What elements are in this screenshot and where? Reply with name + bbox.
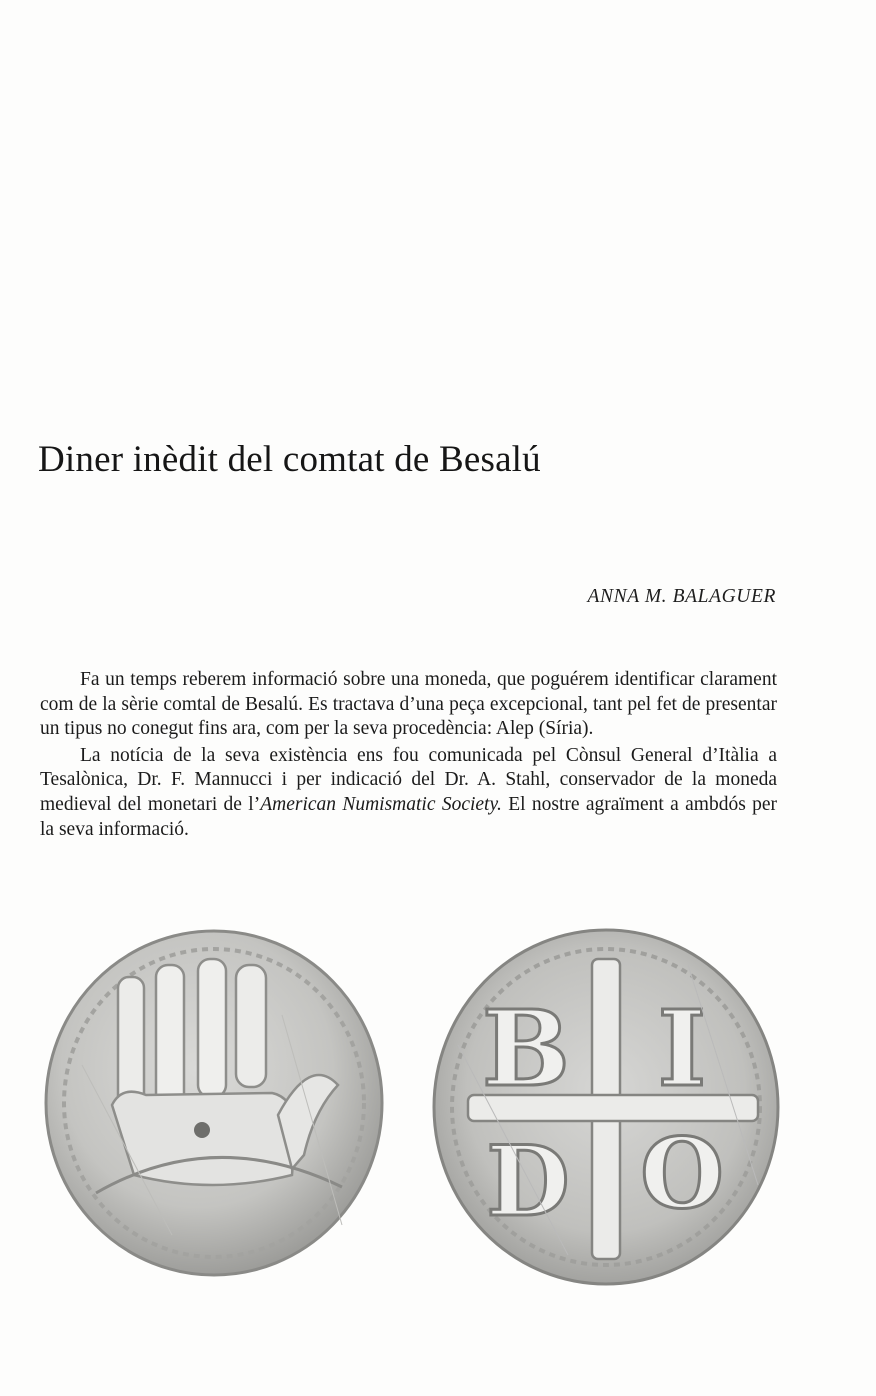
paragraph-2-text-b: El nostre agraïment a ambdós per la seva informació. [40,793,777,840]
paragraph-1: Fa un temps reberem informació sobre una moneda, que poguérem identificar clarament com de la sèrie comtal de Besalú. Es tractava d’una peça excepcional, tant pel fet de presentar un tipus no conegut fins ara, com per la seva procedència: Alep (Síria). [40,669,777,740]
coin-obverse-hand-icon [42,925,388,1280]
article-body [40,668,777,842]
article-title: Diner inèdit del comtat de Besalú [38,439,541,480]
paragraph-2-text-a: La notícia de la seva existència ens fou comunicada pel Cònsul General d’Itàlia a Tesalònica, Dr. F. Mannucci i per indicació del Dr. A. Stahl, conservador de la moneda medieval del monetari de l’ [40,744,777,815]
coin-reverse-cross-icon [428,925,786,1287]
legend-letter-o: O [640,1117,724,1230]
article-author: ANNA M. BALAGUER [587,586,776,607]
paragraph-2 [40,744,777,842]
society-name: American Numismatic Society. [260,793,502,815]
legend-letter-d: D [486,1125,570,1238]
legend-letter-b: B [482,987,570,1110]
legend-letter-i: I [657,987,707,1110]
